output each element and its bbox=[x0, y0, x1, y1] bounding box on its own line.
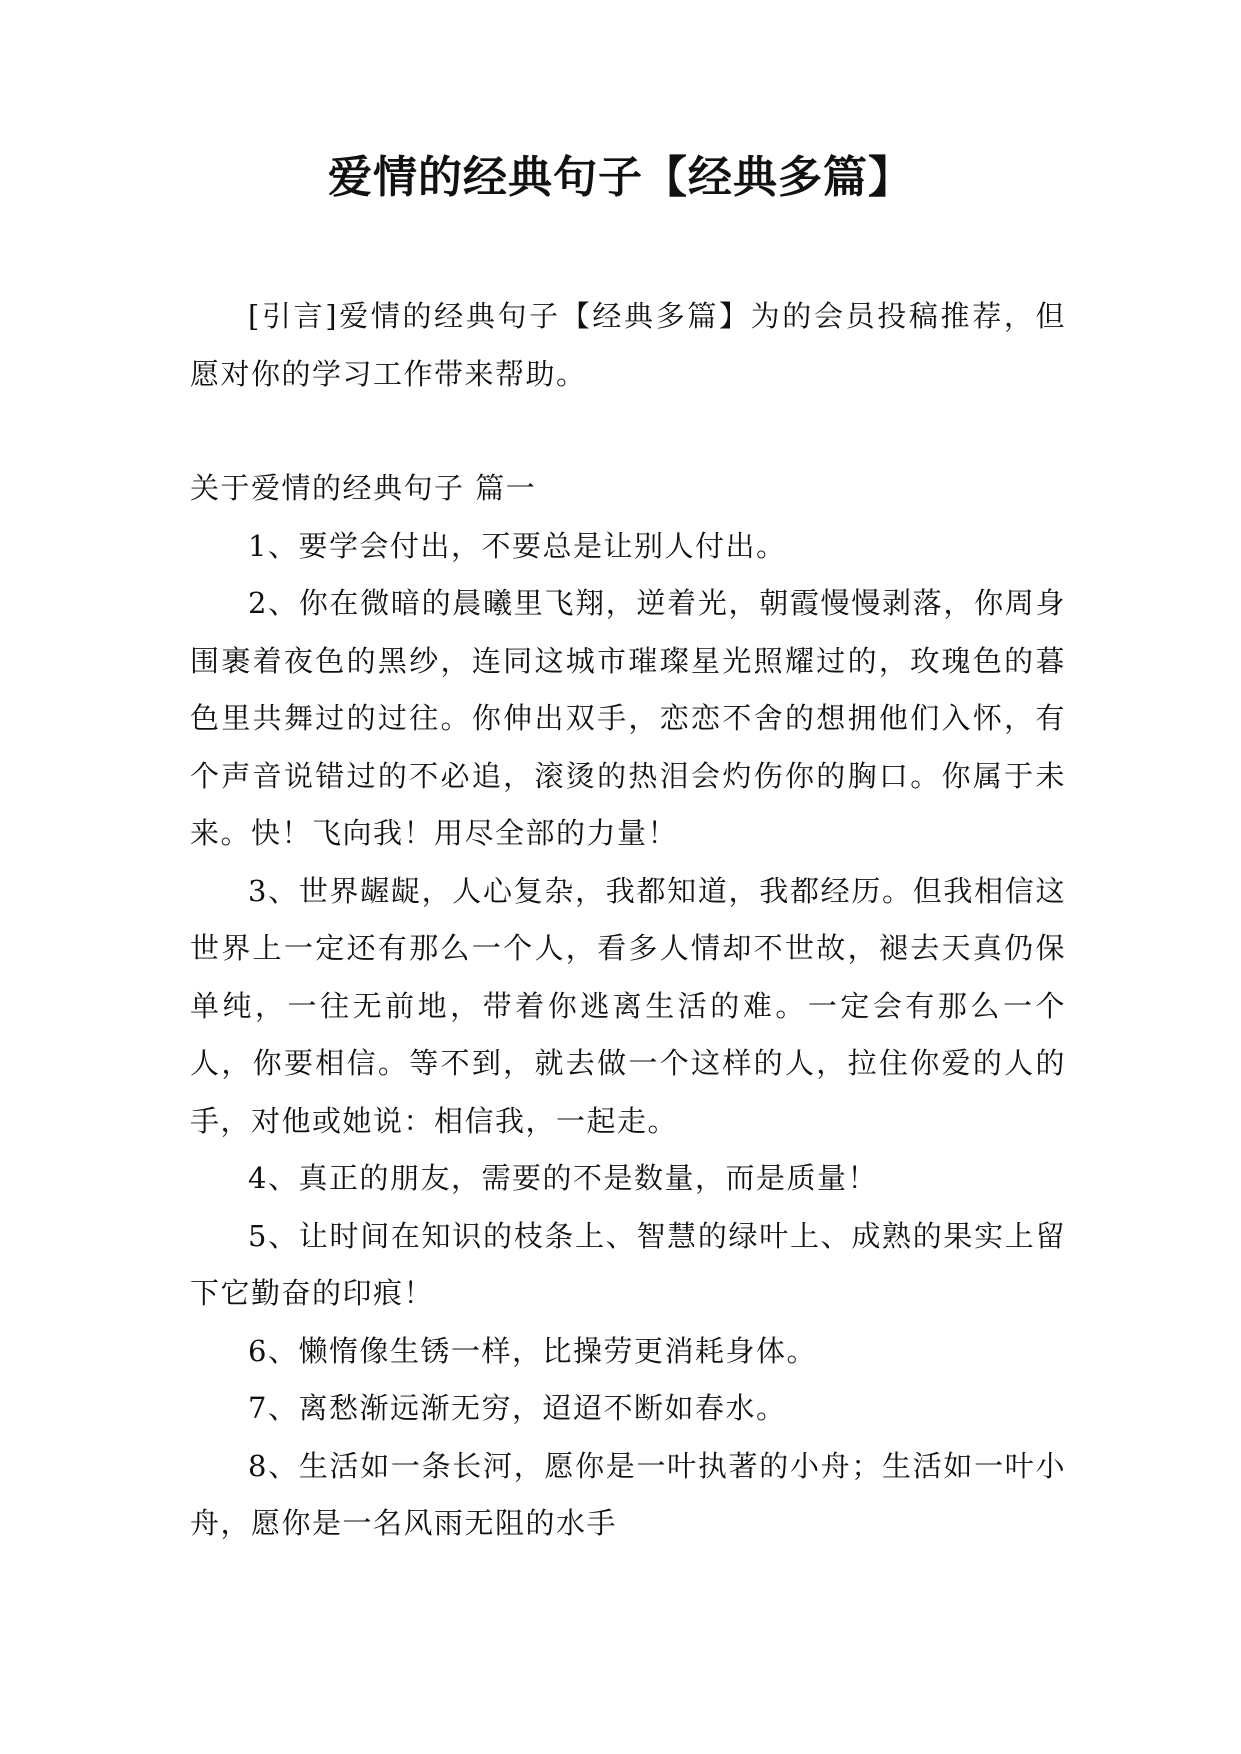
section-one bbox=[190, 460, 1066, 1553]
section-heading: 关于爱情的经典句子 篇一 bbox=[190, 471, 537, 505]
quote-item-3: 3、世界龌龊，人心复杂，我都知道，我都经历。但我相信这世界上一定还有那么一个人，看多人情却不世故，褪去天真仍保单纯，一往无前地，带着你逃离生活的难。一定会有那么一个人，你要相信。等不到，就去做一个这样的人，拉住你爱的人的手，对他或她说：相信我，一起走。 bbox=[190, 873, 1066, 1138]
document-title: 爱情的经典句子【经典多篇】 bbox=[328, 152, 913, 203]
quote-item-7: 7、离愁渐远渐无穷，迢迢不断如春水。 bbox=[248, 1391, 787, 1425]
quote-item-5: 5、让时间在知识的枝条上、智慧的绿叶上、成熟的果实上留下它勤奋的印痕！ bbox=[190, 1218, 1066, 1310]
quote-item-1: 1、要学会付出，不要总是让别人付出。 bbox=[248, 528, 787, 563]
intro-paragraph: [引言]爱情的经典句子【经典多篇】为的会员投稿推荐，但愿对你的学习工作带来帮助。 bbox=[190, 299, 1066, 391]
quote-item-6: 6、懒惰像生锈一样，比操劳更消耗身体。 bbox=[248, 1333, 817, 1368]
quote-item-4: 4、真正的朋友，需要的不是数量，而是质量！ bbox=[248, 1161, 878, 1195]
quote-item-8: 8、生活如一条长河，愿你是一叶执著的小舟；生活如一叶小舟，愿你是一名风雨无阻的水手 bbox=[190, 1448, 1066, 1540]
intro-block bbox=[190, 288, 1066, 403]
quote-item-2: 2、你在微暗的晨曦里飞翔，逆着光，朝霞慢慢剥落，你周身围裹着夜色的黑纱，连同这城市璀璨星光照耀过的，玫瑰色的暮色里共舞过的过往。你伸出双手，恋恋不舍的想拥他们入怀，有个声音说错过的不必追，滚烫的热泪会灼伤你的胸口。你属于未来。快！飞向我！用尽全部的力量！ bbox=[190, 586, 1066, 850]
